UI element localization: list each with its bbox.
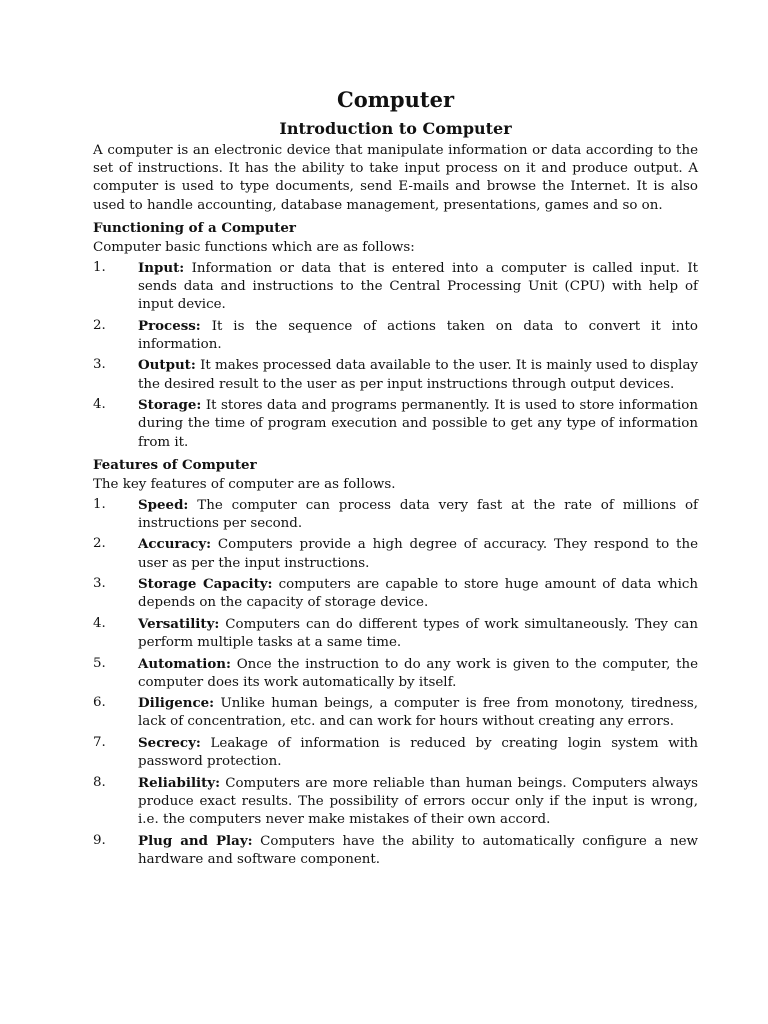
list-item: [93, 317, 698, 354]
item-number: 7.: [93, 734, 106, 750]
functioning-heading: Functioning of a Computer: [93, 219, 296, 236]
document-page: [93, 86, 698, 871]
item-term: Diligence:: [138, 695, 215, 712]
item-term: Output:: [138, 357, 196, 374]
item-term: Process:: [138, 317, 201, 334]
item-text: Computers can do different types of work simultaneously. They can perform multiple tasks at a same time.: [138, 616, 698, 651]
item-number: 6.: [93, 695, 106, 711]
item-number: 4.: [93, 615, 106, 631]
item-term: Input:: [138, 259, 185, 276]
item-number: 1.: [93, 259, 106, 275]
item-text: Computers have the ability to automatically configure a new hardware and software component.: [138, 833, 698, 867]
list-item: [93, 655, 698, 692]
features-list: [93, 496, 698, 869]
item-number: 4.: [93, 397, 106, 413]
item-term: Accuracy:: [138, 536, 212, 553]
item-term: Automation:: [138, 655, 231, 672]
item-text: It makes processed data available to the user. It is mainly used to display the desired result to the user as per input instructions through output devices.: [138, 358, 698, 392]
item-term: Storage Capacity:: [138, 576, 273, 593]
functioning-lead: Computer basic functions which are as follows:: [93, 239, 415, 255]
list-item: [93, 356, 698, 393]
item-text: The computer can process data very fast at the rate of millions of instructions per second.: [138, 497, 698, 531]
item-text: Unlike human beings, a computer is free from monotony, tiredness, lack of concentration, etc. and can work for hours without creating any errors.: [138, 696, 698, 730]
item-text: Computers are more reliable than human beings. Computers always produce exact results. The possibility of errors occur only if the input is wrong, i.e. the computers never make mistakes of their own accord.: [138, 775, 698, 828]
item-number: 2.: [93, 317, 106, 333]
functioning-list: [93, 259, 698, 452]
item-text: computers are capable to store huge amount of data which depends on the capacity of storage device.: [138, 577, 698, 611]
item-number: 5.: [93, 655, 106, 671]
item-number: 2.: [93, 536, 106, 552]
page-title: Computer: [336, 87, 455, 112]
item-term: Speed:: [138, 496, 189, 513]
list-item: [93, 396, 698, 452]
list-item: [93, 774, 698, 830]
item-term: Storage:: [138, 397, 202, 414]
list-item: [93, 832, 698, 869]
item-text: Computers provide a high degree of accuracy. They respond to the user as per the input instructions.: [138, 537, 698, 571]
intro-paragraph: A computer is an electronic device that manipulate information or data according to the set of instructions. It has the ability to take input process on it and produce output. A computer is used to type documents, send E-mails and browse the Internet. It is also used to handle accounting, database management, presentations, games and so on.: [93, 143, 698, 213]
page-subtitle: Introduction to Computer: [279, 119, 512, 138]
item-number: 9.: [93, 832, 106, 848]
list-item: [93, 615, 698, 652]
item-term: Versatility:: [138, 615, 220, 632]
list-item: [93, 259, 698, 315]
list-item: [93, 734, 698, 771]
item-text: It stores data and programs permanently. It is used to store information during the time of program execution and possible to get any type of information from it.: [138, 398, 698, 450]
item-text: It is the sequence of actions taken on data to convert it into information.: [138, 318, 698, 352]
item-term: Secrecy:: [138, 734, 201, 751]
list-item: [93, 694, 698, 731]
item-number: 1.: [93, 496, 106, 512]
item-term: Plug and Play:: [138, 832, 253, 849]
item-text: Leakage of information is reduced by creating login system with password protection.: [138, 735, 698, 770]
item-number: 3.: [93, 576, 106, 592]
item-number: 8.: [93, 774, 106, 790]
features-lead: The key features of computer are as follows.: [93, 476, 396, 492]
list-item: [93, 496, 698, 533]
item-term: Reliability:: [138, 774, 221, 791]
item-text: Information or data that is entered into a computer is called input. It sends data and instructions to the Central Processing Unit (CPU) with help of input device.: [138, 260, 698, 313]
item-text: Once the instruction to do any work is given to the computer, the computer does its work automatically by itself.: [138, 656, 698, 690]
features-heading: Features of Computer: [93, 456, 257, 473]
item-number: 3.: [93, 357, 106, 373]
list-item: [93, 575, 698, 612]
list-item: [93, 535, 698, 572]
